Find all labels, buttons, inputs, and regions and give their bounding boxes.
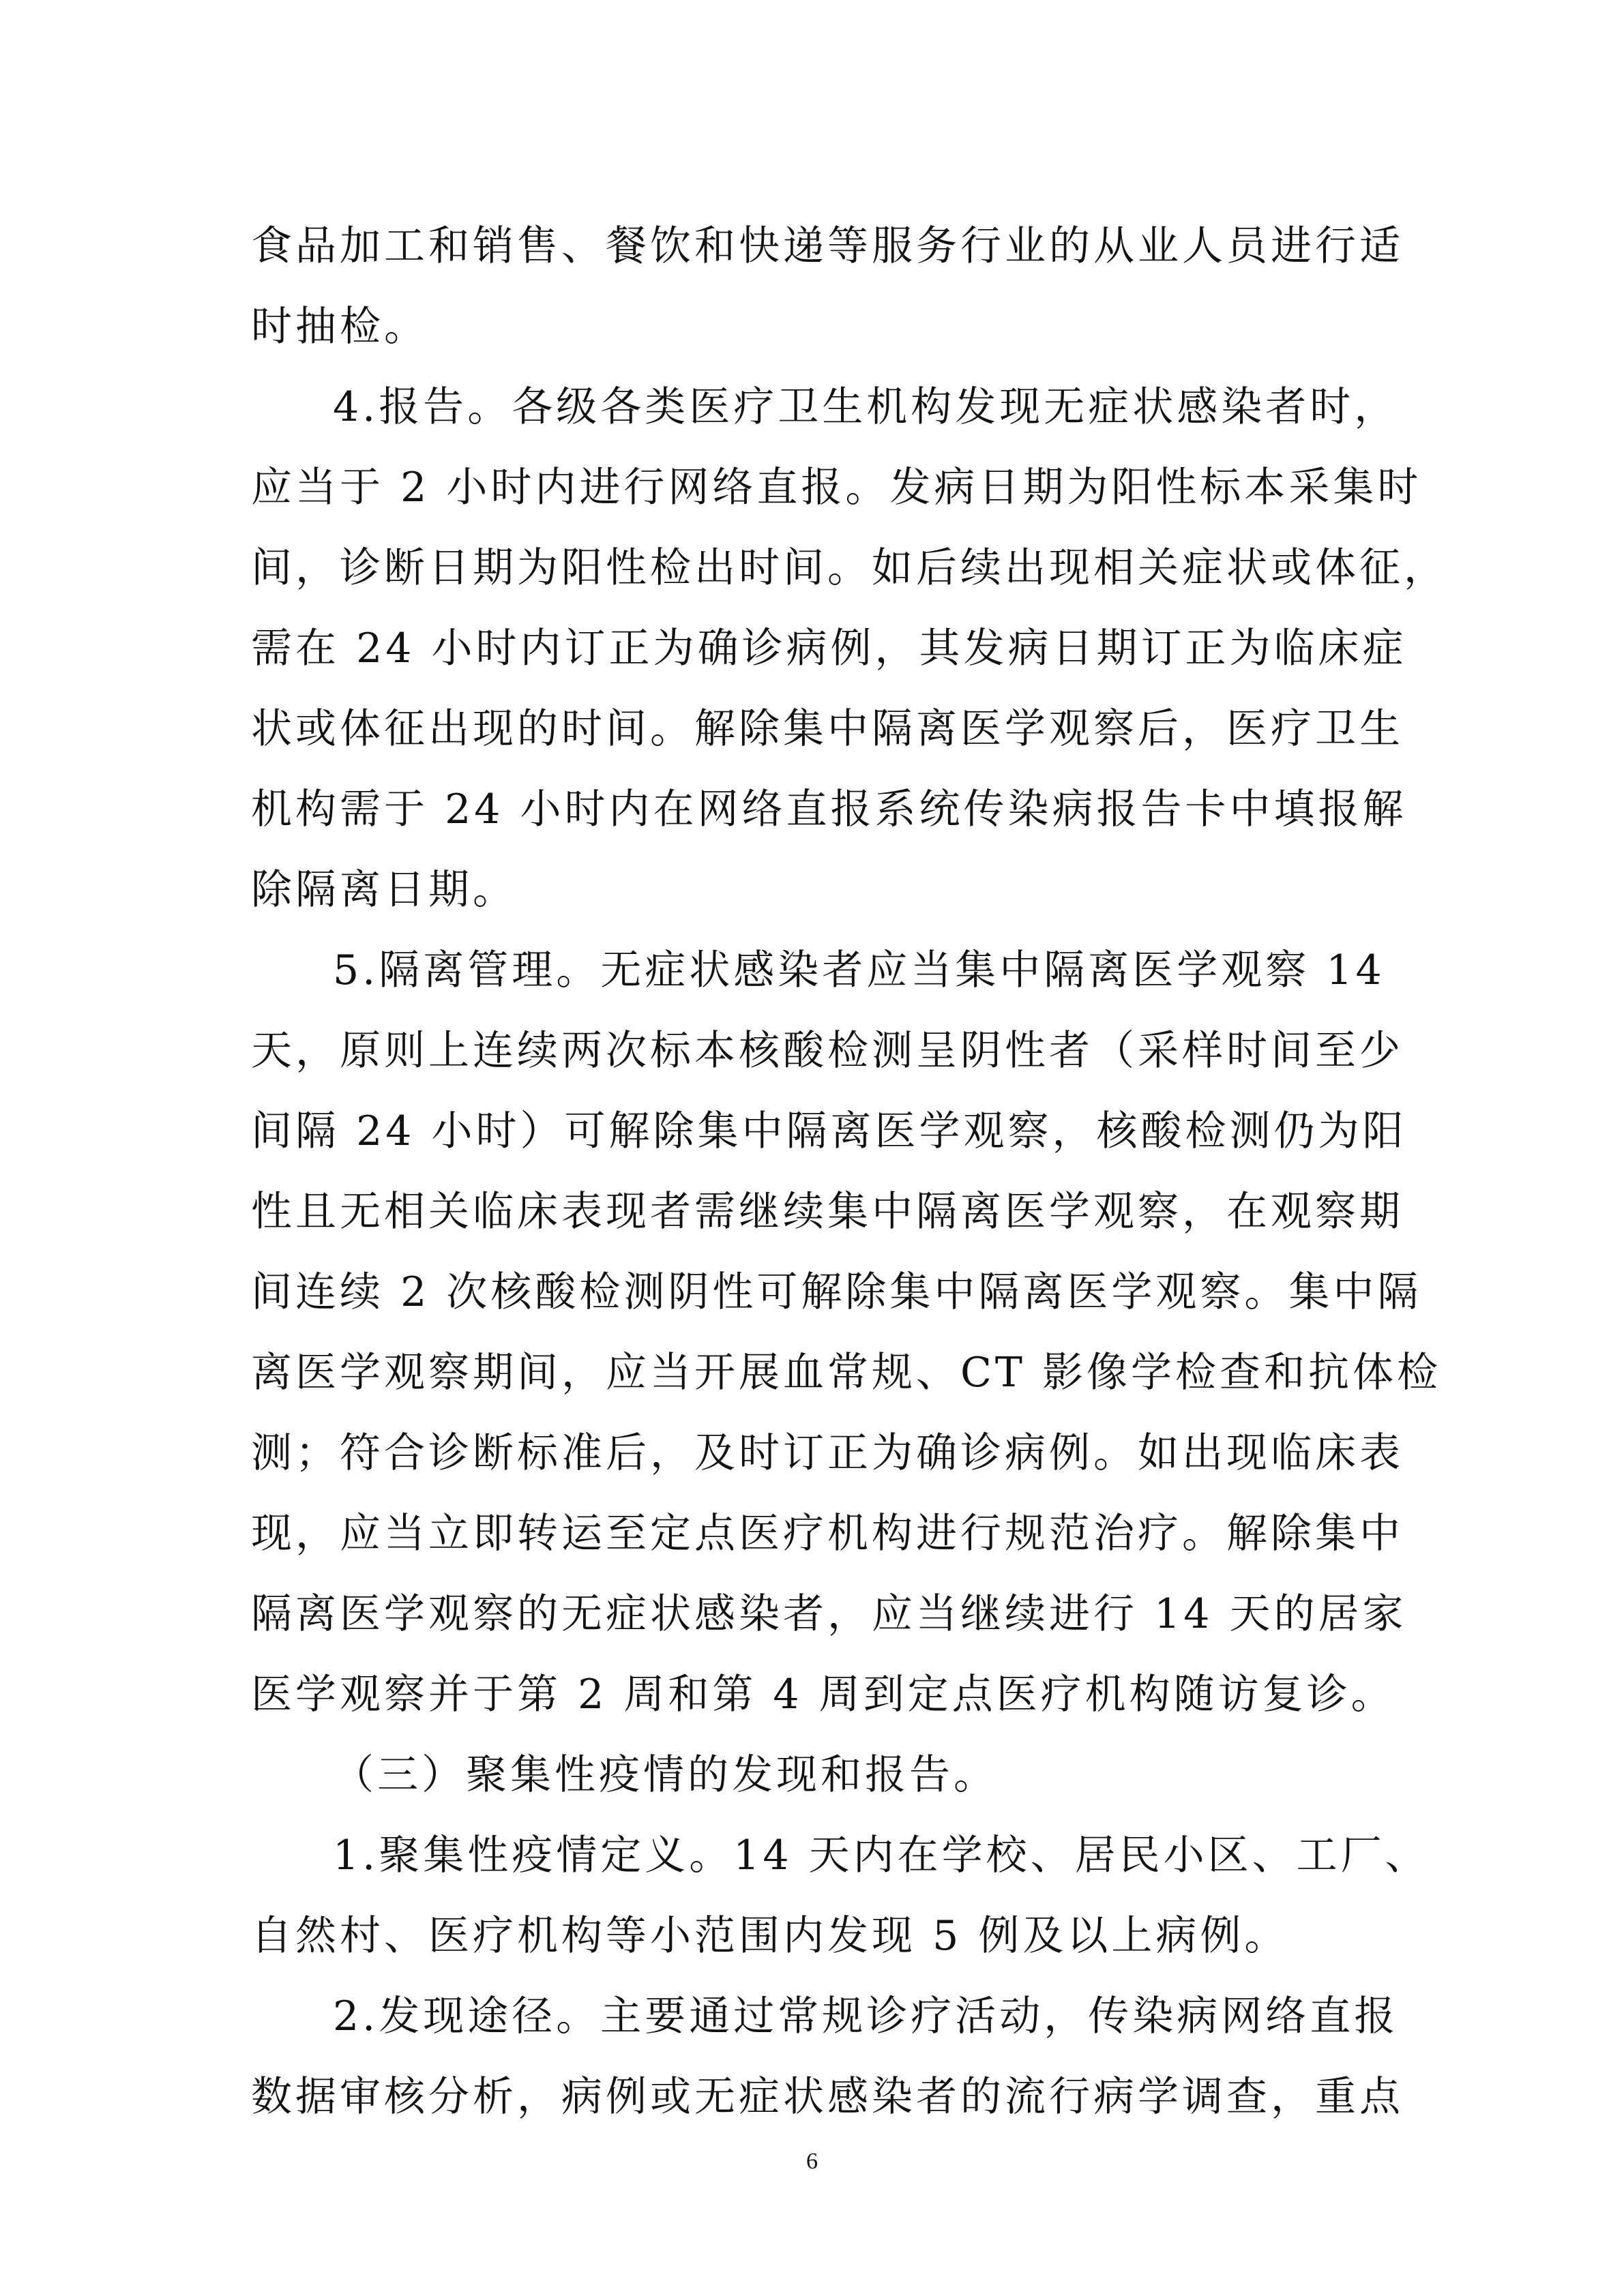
text-line: 机构需于 24 小时内在网络直报系统传染病报告卡中填报解 (251, 786, 1407, 833)
text-line: 食品加工和销售、餐饮和快递等服务行业的从业人员进行适 (251, 222, 1404, 270)
text-line: 医学观察并于第 2 周和第 4 周到定点医疗机构随访复诊。 (251, 1671, 1396, 1718)
text-line: 间，诊断日期为阳性检出时间。如后续出现相关症状或体征， (251, 544, 1448, 592)
text-line: 性且无相关临床表现者需继续集中隔离医学观察，在观察期 (251, 1188, 1404, 1236)
text-line: 天，原则上连续两次标本核酸检测呈阴性者（采样时间至少 (251, 1027, 1404, 1075)
text-line: 除隔离日期。 (251, 866, 517, 914)
text-line: 离医学观察期间，应当开展血常规、CT 影像学检查和抗体检 (251, 1349, 1441, 1397)
text-line: 自然村、医疗机构等小范围内发现 5 例及以上病例。 (251, 1912, 1289, 1960)
paragraph-heading-line: 4.报告。各级各类医疗卫生机构发现无症状感染者时， (333, 383, 1399, 431)
text-line: 间隔 24 小时）可解除集中隔离医学观察，核酸检测仍为阳 (251, 1107, 1407, 1155)
text-line: 现，应当立即转运至定点医疗机构进行规范治疗。解除集中 (251, 1510, 1404, 1557)
text-line: 测；符合诊断标准后，及时订正为确诊病例。如出现临床表 (251, 1429, 1404, 1477)
page-number: 6 (806, 2149, 818, 2174)
text-line: 间连续 2 次核酸检测阴性可解除集中隔离医学观察。集中隔 (251, 1268, 1422, 1316)
paragraph-heading-line: 5.隔离管理。无症状感染者应当集中隔离医学观察 14 (333, 946, 1385, 994)
paragraph-heading-line: 2.发现途径。主要通过常规诊疗活动，传染病网络直报 (333, 1993, 1399, 2040)
paragraph-heading-line: 1.聚集性疫情定义。14 天内在学校、居民小区、工厂、 (333, 1832, 1430, 1879)
section-heading: （三）聚集性疫情的发现和报告。 (333, 1751, 998, 1799)
text-line: 时抽检。 (251, 303, 428, 351)
text-line: 数据审核分析，病例或无症状感染者的流行病学调查，重点 (251, 2073, 1404, 2121)
text-line: 隔离医学观察的无症状感染者，应当继续进行 14 天的居家 (251, 1590, 1407, 1638)
text-line: 应当于 2 小时内进行网络直报。发病日期为阳性标本采集时 (251, 464, 1422, 511)
text-line: 需在 24 小时内订正为确诊病例，其发病日期订正为临床症 (251, 625, 1407, 672)
text-line: 状或体征出现的时间。解除集中隔离医学观察后，医疗卫生 (251, 705, 1404, 753)
